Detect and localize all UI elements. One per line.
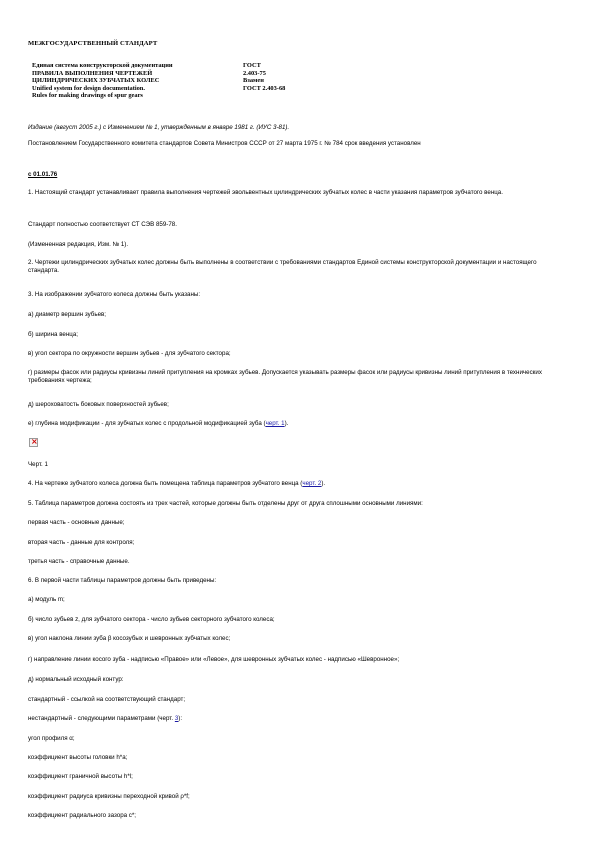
edition-note: Издание (август 2005 г.) с Изменением № 1, утвержденным в январе 1981 г. (ИУС 3-81). bbox=[28, 124, 290, 131]
standard-type-heading: МЕЖГОСУДАРСТВЕННЫЙ СТАНДАРТ bbox=[28, 40, 158, 47]
title-line: ПРАВИЛА ВЫПОЛНЕНИЯ ЧЕРТЕЖЕЙ bbox=[32, 69, 153, 77]
paragraph-4-text: 4. На чертеже зубчатого колеса должна быть помещена таблица параметров зубчатого венца ( bbox=[28, 480, 303, 487]
contour-nonstandard-text: нестандартный - следующими параметрами (черт. bbox=[28, 715, 175, 722]
figure-1-caption: Черт. 1 bbox=[28, 461, 48, 468]
title-line: Единая система конструкторской документации bbox=[32, 62, 173, 69]
figure-3-link[interactable]: 3 bbox=[174, 715, 179, 722]
title-line-en: Rules for making drawings of spur gears bbox=[32, 92, 143, 100]
broken-image-icon bbox=[29, 438, 38, 447]
paragraph-1: 1. Настоящий стандарт устанавливает правила выполнения чертежей эвольвентных цилиндрических зубчатых колес в части указания параметров зубчатого венца. bbox=[28, 189, 503, 196]
gost-label: ГОСТ bbox=[243, 62, 261, 69]
replaces-label: Взамен bbox=[243, 77, 264, 85]
paragraph-4 bbox=[28, 480, 325, 488]
fillet-radius-coefficient: коэффициент радиуса кривизны переходной кривой ρ*f; bbox=[28, 793, 190, 800]
contour-nonstandard bbox=[28, 715, 182, 723]
addendum-coefficient: коэффициент высоты головки h*a; bbox=[28, 754, 128, 761]
boundary-height-coefficient: коэффициент граничной высоты h*l; bbox=[28, 773, 133, 780]
list-item-3b: б) ширина венца; bbox=[28, 331, 78, 338]
decree-text: Постановлением Государственного комитета стандартов Совета Министров СССР от 27 марта 1975 г. № 784 срок введения установлен bbox=[28, 140, 421, 147]
table-part-1: первая часть - основные данные; bbox=[28, 519, 125, 526]
paragraph-2: 2. Чертежи цилиндрических зубчатых колес должны быть выполнены в соответствии с требованиями стандартов Единой системы конструкторской документации и настоящего стандарта. bbox=[28, 259, 537, 275]
list-item-3a: а) диаметр вершин зубьев; bbox=[28, 311, 107, 318]
title-line: ЦИЛИНДРИЧЕСКИХ ЗУБЧАТЫХ КОЛЕС bbox=[32, 77, 160, 85]
list-item-6b: б) число зубьев z, для зубчатого сектора - число зубьев секторного зубчатого колеса; bbox=[28, 616, 275, 623]
replaced-gost-number: ГОСТ 2.403-68 bbox=[243, 84, 286, 92]
list-item-3e bbox=[28, 420, 288, 428]
title-line-en: Unified system for design documentation. bbox=[32, 84, 145, 92]
list-item-3e-text: е) глубина модификации - для зубчатых колес с продольной модификацией зуба ( bbox=[28, 420, 266, 427]
contour-standard: стандартный - ссылкой на соответствующий стандарт; bbox=[28, 696, 186, 703]
effective-date: с 01.01.76 bbox=[28, 171, 58, 178]
table-part-3: третья часть - справочные данные. bbox=[28, 558, 130, 565]
list-item-3v: в) угол сектора по окружности вершин зубьев - для зубчатого сектора; bbox=[28, 350, 231, 357]
paragraph-3: 3. На изображении зубчатого колеса должны быть указаны: bbox=[28, 291, 201, 298]
list-item-6d: д) нормальный исходный контур: bbox=[28, 676, 124, 683]
list-item-3g: г) размеры фасок или радиусы кривизны линий притупления на кромках зубьев. Допускается указывать размеры фасок или радиусы кривизны линий притупления в технических требованиях чертежа; bbox=[28, 369, 542, 385]
list-item-3d: д) шероховатость боковых поверхностей зубьев; bbox=[28, 401, 169, 408]
profile-angle: угол профиля α; bbox=[28, 735, 75, 742]
paragraph-5: 5. Таблица параметров должна состоять из трех частей, которые должны быть отделены друг от друга сплошными основными линиями: bbox=[28, 500, 423, 507]
figure-2-link[interactable]: черт. 2 bbox=[302, 480, 322, 487]
contour-nonstandard-end: ): bbox=[178, 715, 183, 722]
figure-1-link[interactable]: черт. 1 bbox=[265, 420, 285, 427]
radial-clearance-coefficient: коэффициент радиального зазора c*; bbox=[28, 812, 137, 819]
table-part-2: вторая часть - данные для контроля; bbox=[28, 539, 135, 546]
paragraph-1-change: (Измененная редакция, Изм. № 1). bbox=[28, 241, 129, 248]
list-item-6a: а) модуль m; bbox=[28, 596, 65, 603]
title-block bbox=[32, 62, 173, 100]
paragraph-6: 6. В первой части таблицы параметров должны быть приведены: bbox=[28, 577, 217, 584]
list-item-3e-end: ). bbox=[284, 420, 289, 427]
paragraph-1-conformity: Стандарт полностью соответствует СТ СЭВ 859-78. bbox=[28, 221, 177, 228]
list-item-6g: г) направление линии косого зуба - надписью «Правое» или «Левое», для шевронных зубчатых колес - надписью «Шевронное»; bbox=[28, 656, 400, 663]
gost-block bbox=[243, 62, 285, 92]
gost-number: 2.403-75 bbox=[243, 69, 266, 77]
paragraph-4-end: ). bbox=[321, 480, 326, 487]
list-item-6v: в) угол наклона линии зуба β косозубых и шевронных зубчатых колес; bbox=[28, 635, 231, 642]
